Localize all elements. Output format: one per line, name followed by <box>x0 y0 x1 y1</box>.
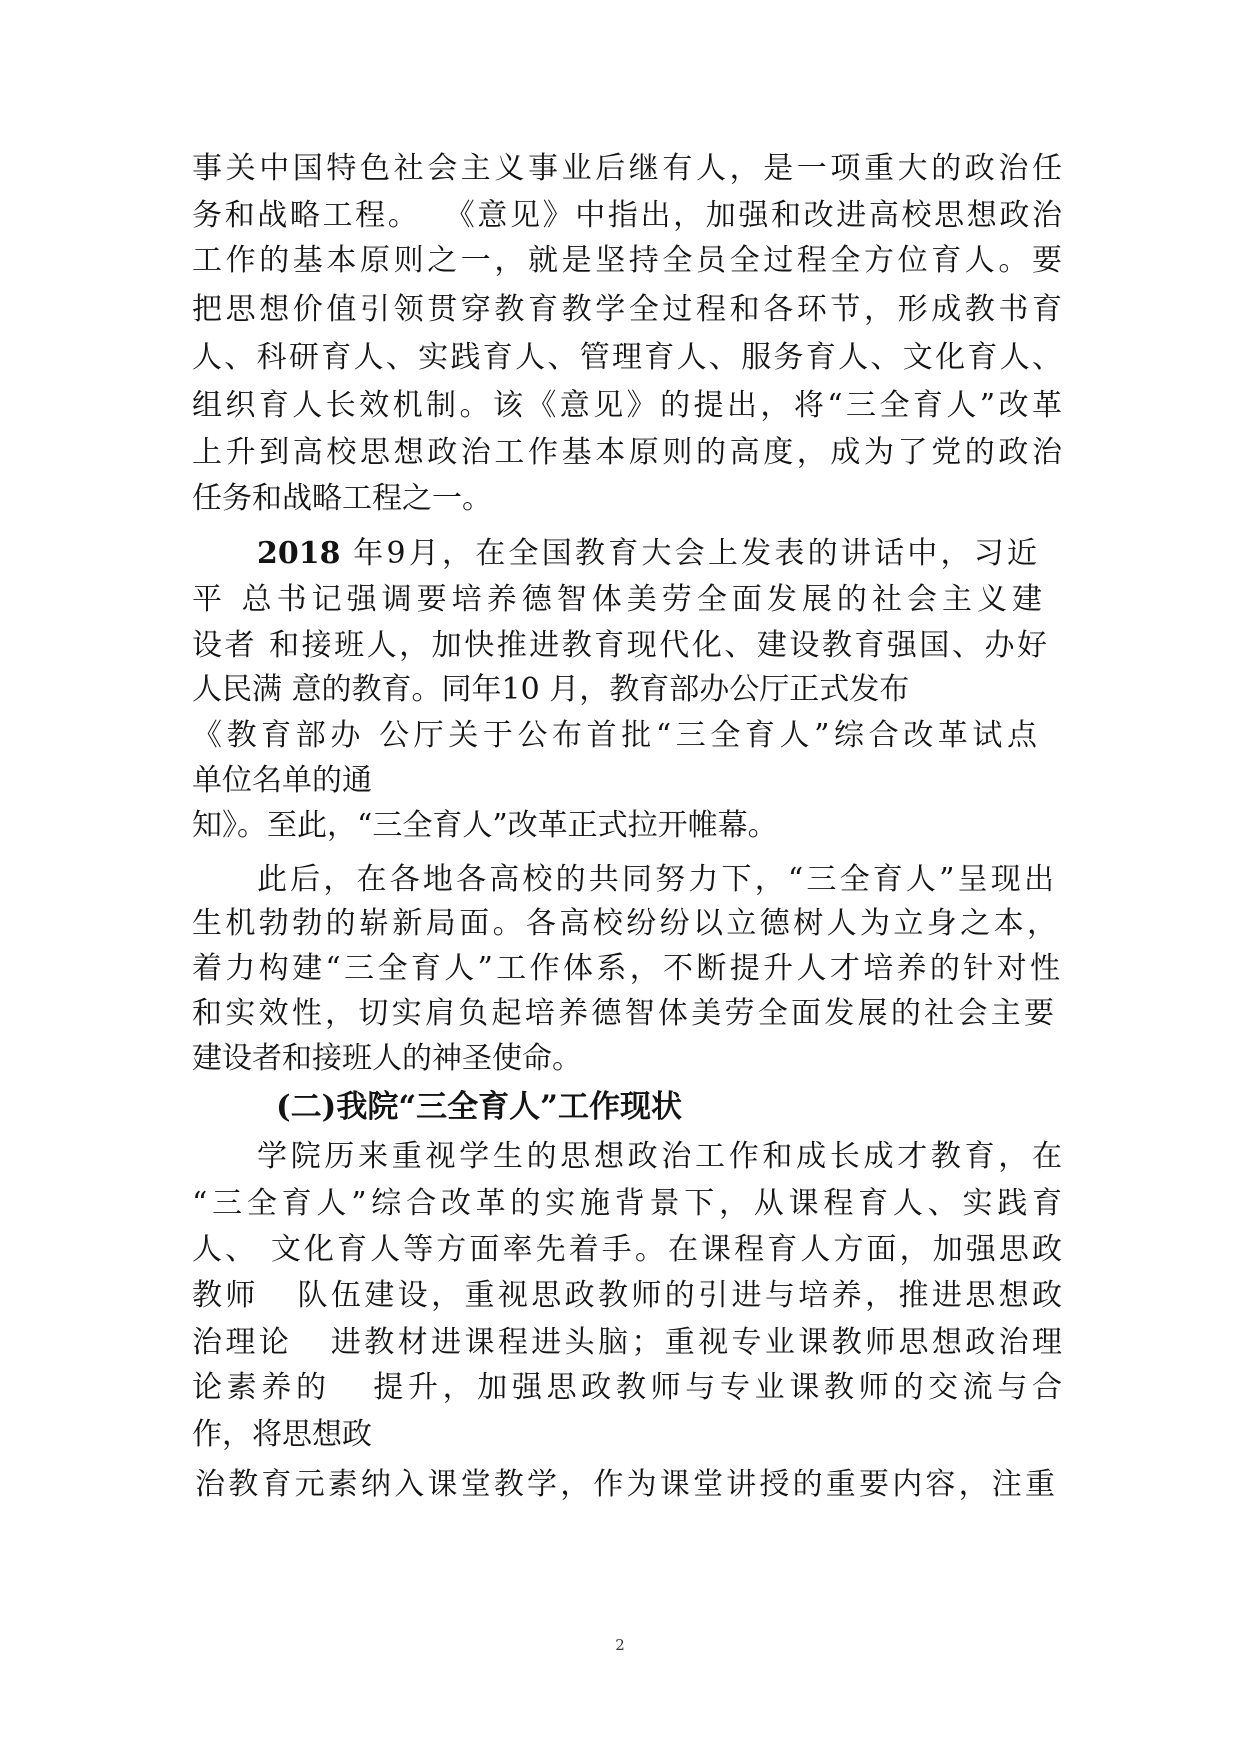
text-line: 治教育元素纳入课堂教学，作为课堂讲授的重要内容，注重 <box>195 1467 1055 1502</box>
text-line: 此后，在各地各高校的共同努力下，“三全育人”呈现出 <box>257 862 1054 897</box>
text-line: 教师 队伍建设，重视思政教师的引进与培养，推进思想政 <box>192 1278 1062 1313</box>
text-line: 着力构建“三全育人”工作体系，不断提升人才培养的针对性 <box>192 951 1060 986</box>
text-line: 事关中国特色社会主义事业后继有人，是一项重大的政治任 <box>192 151 1062 186</box>
text-line: 务和战略工程。 《意见》中指出，加强和改进高校思想政治 <box>192 198 1062 233</box>
text-line: 单位名单的通 <box>192 763 372 798</box>
text-line: 建设者和接班人的神圣使命。 <box>192 1041 582 1076</box>
text-line: 人、 文化育人等方面率先着手。在课程育人方面，加强思政 <box>192 1232 1062 1267</box>
text-line: 任务和战略工程之一。 <box>192 481 492 516</box>
text-line: 治理论 进教材进课程进头脑；重视专业课教师思想政治理 <box>192 1325 1062 1360</box>
text-line: 工作的基本原则之一，就是坚持全员全过程全方位育人。要 <box>192 243 1062 278</box>
text-line: 平 总书记强调要培养德智体美劳全面发展的社会主义建 <box>192 582 1042 617</box>
text-line: 知》。至此，“三全育人”改革正式拉开帷幕。 <box>192 808 778 843</box>
text-line: 学院历来重视学生的思想政治工作和成长成才教育，在 <box>257 1139 1062 1174</box>
text-line: 人民满 意的教育。同年10 月，教育部办公厅正式发布 <box>192 672 910 707</box>
text-line: 生机勃勃的崭新局面。各高校纷纷以立德树人为立身之本， <box>192 906 1057 941</box>
text-line-rest: 年9月，在全国教育大会上发表的讲话中，习近 <box>340 536 1037 571</box>
text-line: 把思想价值引领贯穿教育教学全过程和各环节，形成教书育 <box>192 292 1062 327</box>
text-line: 和实效性，切实肩负起培养德智体美劳全面发展的社会主要 <box>192 996 1054 1031</box>
text-line: 组织育人长效机制。该《意见》的提出，将“三全育人”改革 <box>192 388 1062 423</box>
page-number: 2 <box>615 1636 625 1654</box>
text-line <box>257 531 1037 577</box>
text-line: 设者 和接班人，加快推进教育现代化、建设教育强国、办好 <box>192 628 1047 663</box>
text-line: 论素养的 提升，加强思政教师与专业课教师的交流与合 <box>192 1370 1062 1405</box>
year-number: 2018 <box>257 536 341 571</box>
text-line: 人、科研育人、实践育人、管理育人、服务育人、文化育人、 <box>192 340 1062 375</box>
section-heading: (二)我院“三全育人”工作现状 <box>276 1089 682 1125</box>
text-line: 上升到高校思想政治工作基本原则的高度，成为了党的政治 <box>192 435 1062 470</box>
text-line: 作，将思想政 <box>192 1417 372 1452</box>
text-line: “三全育人”综合改革的实施背景下，从课程育人、实践育 <box>192 1186 1062 1221</box>
text-line: 《教育部办 公厅关于公布首批“三全育人”综合改革试点 <box>192 718 1037 753</box>
